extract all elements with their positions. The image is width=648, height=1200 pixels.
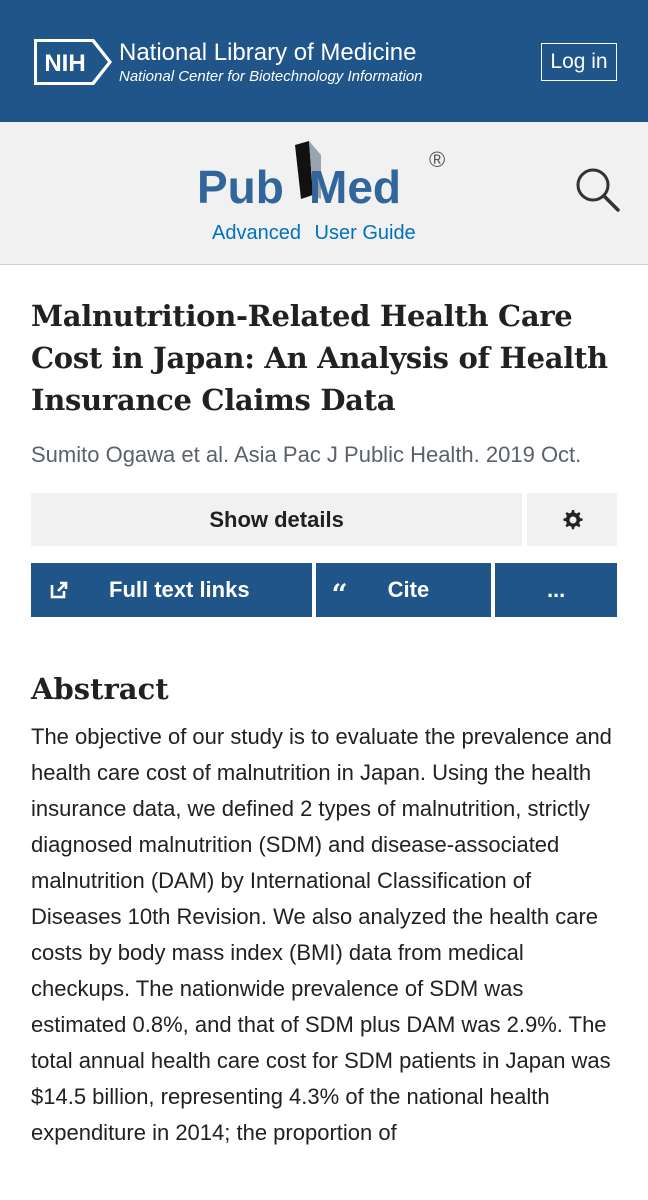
pubmed-links xyxy=(212,222,424,245)
full-text-links-label: Full text links xyxy=(109,577,250,602)
abstract-text: The objective of our study is to evaluate the prevalence and health care cost of malnutrition in Japan. Using the health insurance data, we defined 2 types of malnutrition, strictly diagnosed malnutrition (SDM) and disease-associated malnutrition (DAM) by International Classification of Diseases 10th Revision. We also analyzed the health care costs by body mass index (BMI) data from medical checkups. The nationwide prevalence of SDM was estimated 0.8%, and that of SDM plus DAM was 2.9%. The total annual health care cost for SDM patients in Japan was $14.5 billion, representing 4.3% of the national health expenditure in 2014; the proportion of xyxy=(31,724,612,1145)
nih-title-block[interactable] xyxy=(119,40,423,85)
action-row xyxy=(31,563,617,617)
pubmed-logo[interactable] xyxy=(197,137,457,217)
pubmed-logo-right: Med xyxy=(309,161,401,213)
gear-icon xyxy=(560,508,584,532)
settings-button[interactable] xyxy=(527,493,617,546)
nih-badge-text: NIH xyxy=(44,50,86,77)
cite-button[interactable] xyxy=(316,563,492,617)
more-actions-button[interactable] xyxy=(495,563,617,617)
cite-label: Cite xyxy=(387,577,430,602)
advanced-link[interactable]: Advanced xyxy=(212,222,301,244)
user-guide-link[interactable]: User Guide xyxy=(314,222,416,244)
article-content xyxy=(0,295,648,1151)
article-title: Malnutrition-Related Health Care Cost in Japan: An Analysis of Health Insurance Claims Data xyxy=(31,299,608,417)
login-button[interactable]: Log in xyxy=(541,43,617,81)
external-link-icon xyxy=(49,580,69,600)
full-text-links-button[interactable] xyxy=(31,563,312,617)
nih-header xyxy=(0,0,648,122)
more-label: ... xyxy=(546,577,566,602)
nih-logo-icon[interactable] xyxy=(32,37,114,87)
nih-title: National Library of Medicine xyxy=(119,39,417,66)
quote-icon: “ xyxy=(331,578,348,611)
abstract-heading: Abstract xyxy=(31,672,169,706)
search-icon[interactable] xyxy=(572,164,622,214)
nih-subtitle: National Center for Biotechnology Information xyxy=(119,68,423,85)
pubmed-header xyxy=(0,122,648,265)
pubmed-logo-left: Pub xyxy=(197,161,284,213)
registered-mark: ® xyxy=(429,147,446,172)
article-meta: Sumito Ogawa et al. Asia Pac J Public Health. 2019 Oct. xyxy=(31,442,582,467)
details-row xyxy=(31,493,617,546)
show-details-button[interactable]: Show details xyxy=(31,493,522,546)
